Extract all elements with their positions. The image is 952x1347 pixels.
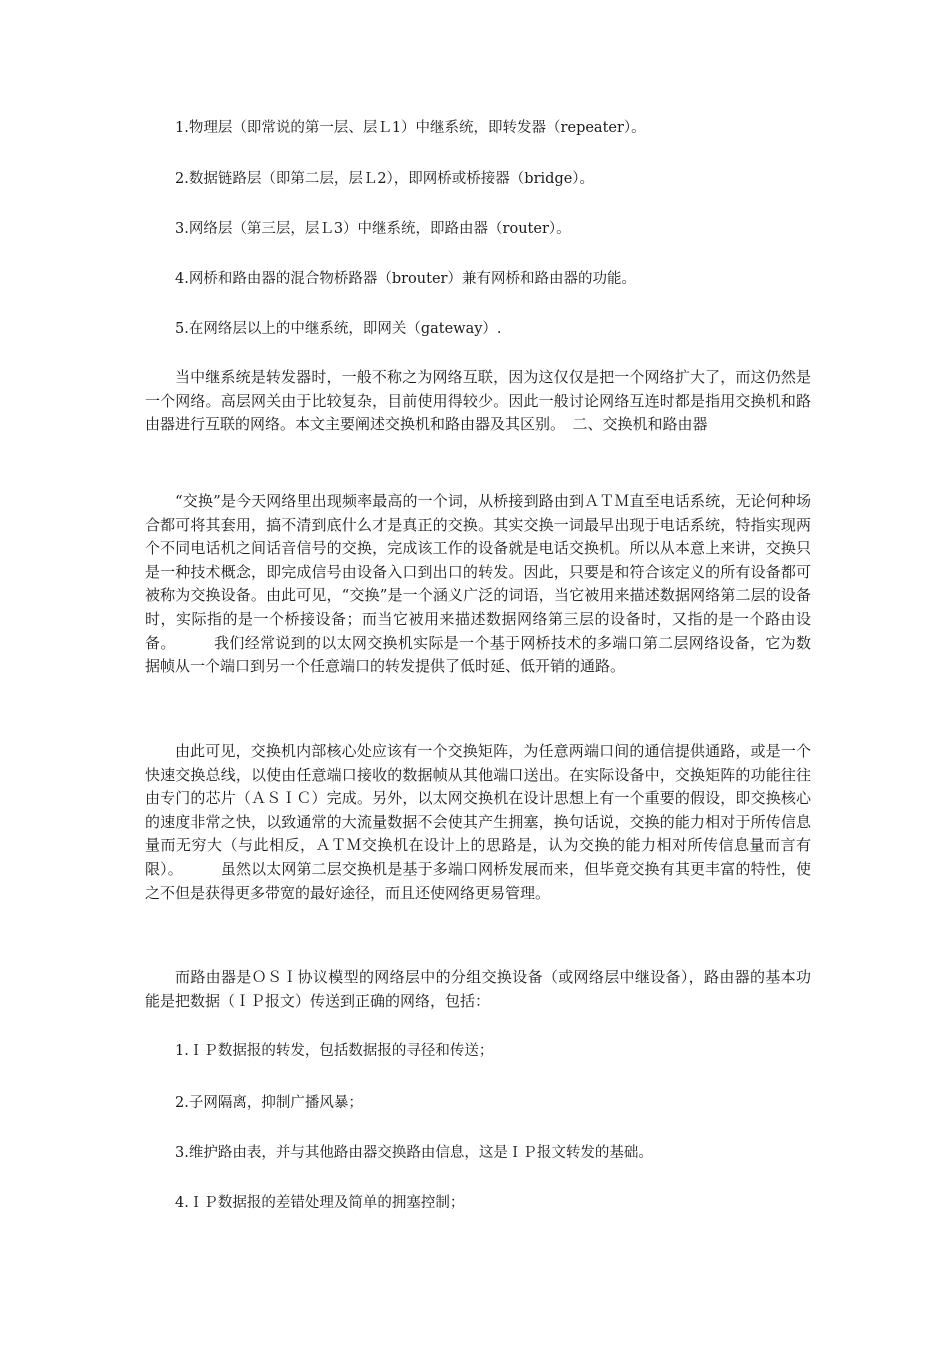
router-list-item-1: 1.ＩＰ数据报的转发，包括数据报的寻径和传送； [175, 1043, 494, 1059]
router-list-item-4: 4.ＩＰ数据报的差错处理及简单的拥塞控制； [175, 1195, 465, 1211]
paragraph-relay-systems: 当中继系统是转发器时，一般不称之为网络互联，因为这仅仅是把一个网络扩大了，而这仍然是一个网络。高层网关由于比较复杂，目前使用得较少。因此一般讨论网络互连时都是指用交换机和路由器进行互联的网络。本文主要阐述交换机和路由器及其区别。 二、交换机和路由器 [145, 368, 811, 434]
intro-list-item-2: 2.数据链路层（即第二层，层Ｌ2），即网桥或桥接器（bridge）。 [175, 171, 595, 187]
router-list-item-3: 3.维护路由表，并与其他路由器交换路由信息，这是ＩＰ报文转发的基础。 [175, 1145, 653, 1161]
paragraph-router: 而路由器是ＯＳＩ协议模型的网络层中的分组交换设备（或网络层中继设备），路由器的基本功能是把数据（ＩＰ报文）传送到正确的网络，包括： [145, 968, 811, 1010]
intro-list-item-3: 3.网络层（第三层，层Ｌ3）中继系统，即路由器（router）。 [175, 221, 571, 237]
intro-list-item-1: 1.物理层（即常说的第一层、层Ｌ1）中继系统，即转发器（repeater）。 [175, 120, 646, 136]
router-list-item-2: 2.子网隔离，抑制广播风暴； [175, 1095, 363, 1111]
paragraph-switch-matrix: 由此可见，交换机内部核心处应该有一个交换矩阵，为任意两端口间的通信提供通路，或是一个快速交换总线，以使由任意端口接收的数据帧从其他端口送出。在实际设备中，交换矩阵的功能往往由专门的芯片（ＡＳＩＣ）完成。另外，以太网交换机在设计思想上有一个重要的假设，即交换核心的速度非常之快，以致通常的大流量数据不会使其产生拥塞，换句话说，交换的能力相对于所传信息量而无穷大（与此相反，ＡＴＭ交换机在设计上的思路是，认为交换的能力相对所传信息量而言有限）。 虽然以太网第二层交换机是基于多端口网桥发展而来，但毕竟交换有其更丰富的特性，使之不但是获得更多带宽的最好途径，而且还使网络更易管理。 [145, 742, 811, 902]
intro-list-item-5: 5.在网络层以上的中继系统，即网关（gateway）. [175, 321, 502, 337]
paragraph-switching: “交换”是今天网络里出现频率最高的一个词，从桥接到路由到ＡＴＭ直至电话系统，无论何种场合都可将其套用，搞不清到底什么才是真正的交换。其实交换一词最早出现于电话系统，特指实现两个不同电话机之间话音信号的交换，完成该工作的设备就是电话交换机。所以从本意上来讲，交换只是一种技术概念，即完成信号由设备入口到出口的转发。因此，只要是和符合该定义的所有设备都可被称为交换设备。由此可见，“交换”是一个涵义广泛的词语，当它被用来描述数据网络第二层的设备时，实际指的是一个桥接设备；而当它被用来描述数据网络第三层的设备时，又指的是一个路由设备。 我们经常说到的以太网交换机实际是一个基于网桥技术的多端口第二层网络设备，它为数据帧从一个端口到另一个任意端口的转发提供了低时延、低开销的通路。 [145, 492, 811, 676]
intro-list-item-4: 4.网桥和路由器的混合物桥路器（brouter）兼有网桥和路由器的功能。 [175, 271, 636, 287]
